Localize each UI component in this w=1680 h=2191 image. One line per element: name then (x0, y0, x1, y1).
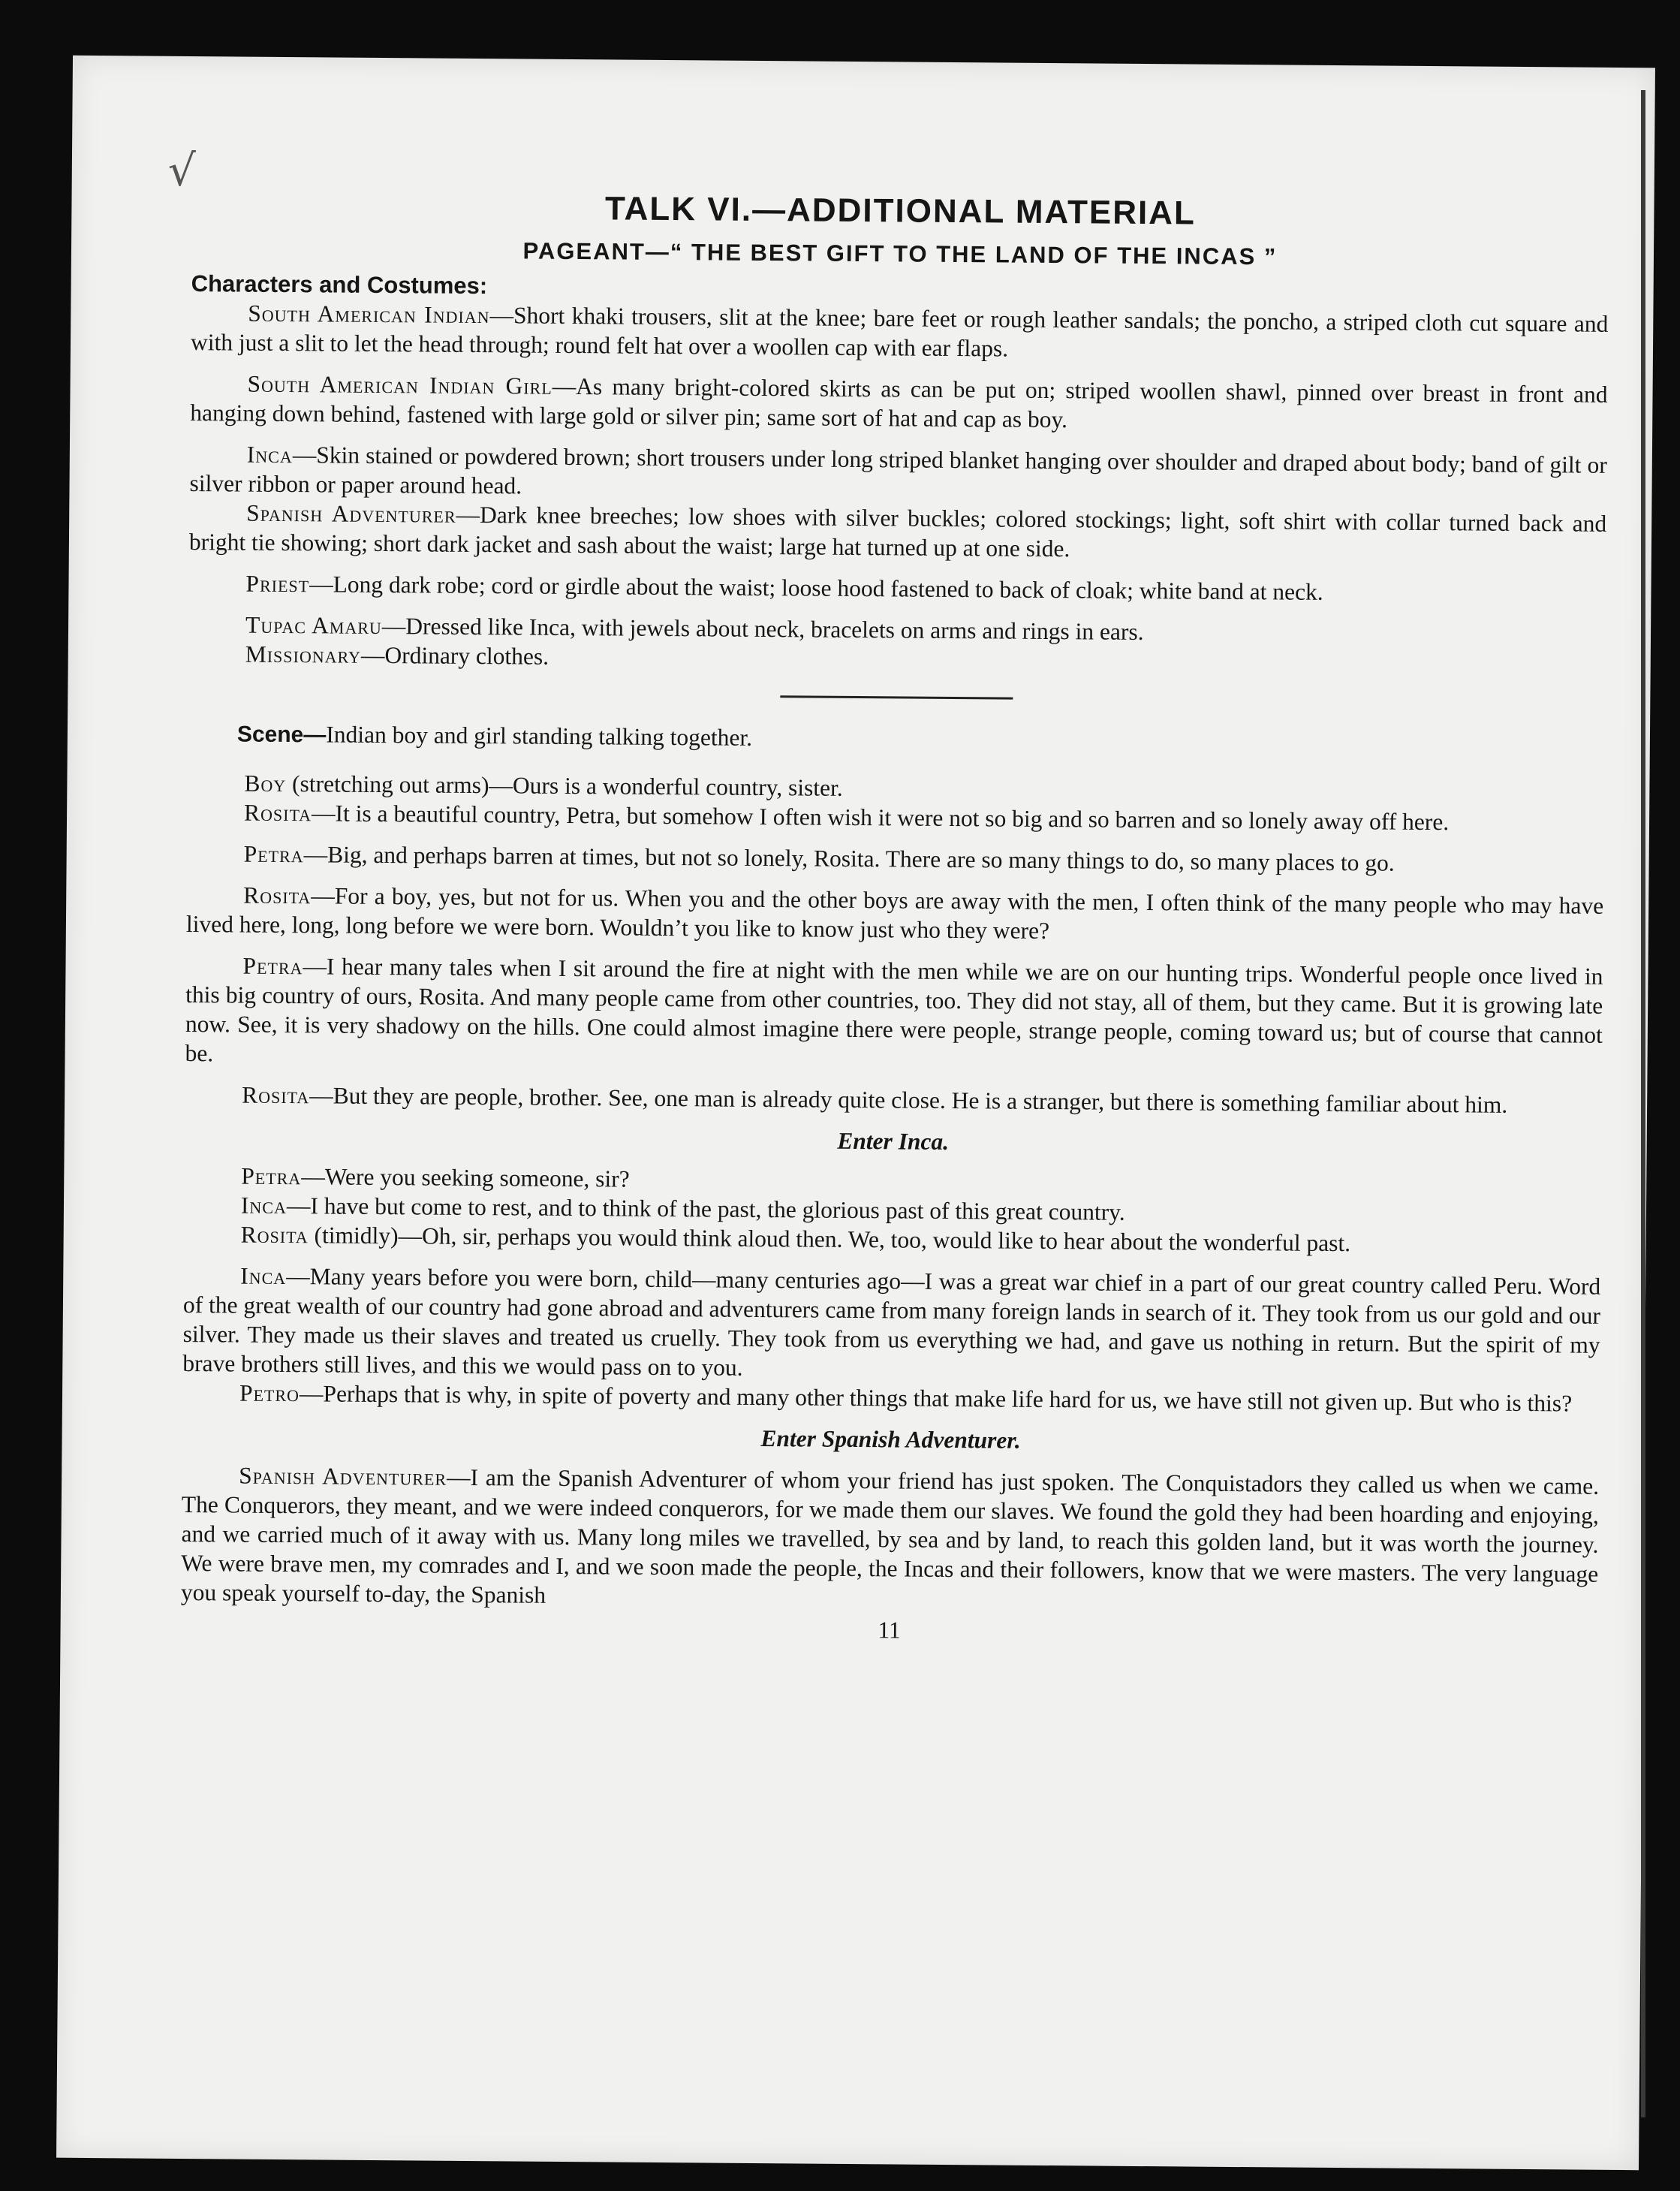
speaker-name: Petra (241, 1162, 302, 1190)
speaker-name: Petro (239, 1379, 300, 1407)
dialogue-line (185, 951, 1603, 1079)
dialogue-text: —But they are people, brother. See, one man is already quite close. He is a stranger, but there is something familiar about him. (309, 1082, 1508, 1118)
dialogue-line (187, 839, 1604, 879)
speaker-name: Rosita (243, 882, 312, 909)
speaker-name: Inca (240, 1192, 288, 1219)
character-costume: —Dark knee breeches; low shoes with silver buckles; colored stockings; light, soft shirt with collar turned back and bright tie showing; short dark jacket and sash about the waist; large hat turned up at one side. (188, 501, 1607, 562)
character-entry (191, 298, 1609, 368)
character-name: South American Indian Girl (247, 370, 552, 399)
speaker-name: Inca (240, 1262, 287, 1290)
scene-text: Indian boy and girl standing talking together. (326, 721, 753, 751)
page-title: TALK VI.—ADDITIONAL MATERIAL (604, 190, 1197, 232)
character-costume: —Ordinary clothes. (360, 641, 549, 670)
speaker-name: Spanish Adventurer (239, 1462, 447, 1490)
speaker-name: Rosita (240, 1221, 309, 1249)
dialogue-line (182, 1261, 1600, 1389)
dialogue-text: —I am the Spanish Adventurer of whom your friend has just spoken. The Conquistadors they called us when we came. The Conquerors, they meant, and we were indeed conquerors, for we made them our slaves. We found the gold they had been hoarding and enjoying, and we carried much of it away with us. Many long miles we travelled, by sea and by land, to reach this golden land, but it was worth the journey. We were brave men, my comrades and I, and we soon made the people, the Incas and their followers, know that we were masters. The very language you speak yourself to-day, the Spanish (180, 1463, 1600, 1608)
page-number: 11 (878, 1617, 901, 1644)
dialogue-line (181, 1460, 1599, 1618)
handwritten-checkmark: √ (167, 144, 197, 197)
stage-direction: Enter Inca. (837, 1127, 950, 1155)
character-entry (190, 369, 1608, 439)
dialogue-text: —Many years before you were born, child—many centuries ago—I was a great war chief in a part of our great country called Peru. Word of the great wealth of our country had gone abroad and adventurers came from many foreign lands in search of it. They took from us our gold and our silver. They made us their slaves and treated us cruelly. They took from us everything we had, and gave us nothing in return. But the spirit of my brave brothers still lives, and this we would pass on to you. (182, 1263, 1601, 1381)
character-entry (189, 498, 1607, 568)
page-body (180, 185, 1609, 1650)
character-entry (189, 439, 1607, 509)
section-divider (780, 695, 1013, 699)
character-name: Tupac Amaru (245, 611, 383, 640)
dialogue-text: —Perhaps that is why, in spite of poverty and many other things that make life hard for us, we have still not given up. But who is this? (299, 1380, 1573, 1417)
scene-direction (188, 719, 1605, 760)
document-page (56, 56, 1655, 2170)
scene-label: Scene— (236, 722, 327, 748)
characters-heading: Characters and Costumes: (191, 270, 488, 300)
dialogue-line (186, 880, 1604, 950)
character-entry (188, 568, 1606, 609)
speaker-name: Boy (244, 770, 287, 797)
speaker-name: Petra (243, 840, 304, 868)
dialogue-text: (timidly)—Oh, sir, perhaps you would think aloud then. We, too, would like to hear about the wonderful past. (308, 1222, 1351, 1257)
speaker-name: Rosita (243, 799, 312, 827)
character-costume: —Short khaki trousers, slit at the knee; bare feet or rough leather sandals; the poncho, a striped cloth cut square and with just a slit to let the head through; round felt hat over a woollen cap with ear flaps. (190, 302, 1609, 362)
character-name: Inca (246, 441, 293, 469)
character-name: South American Indian (248, 300, 490, 329)
dialogue-text: —Were you seeking someone, sir? (301, 1163, 630, 1192)
dialogue-text: (stretching out arms)—Ours is a wonderful country, sister. (286, 770, 843, 801)
character-name: Spanish Adventurer (246, 499, 456, 528)
character-name: Priest (245, 570, 310, 598)
characters-list (188, 298, 1609, 680)
page-subtitle: PAGEANT—“ THE BEST GIFT TO THE LAND OF THE INCAS ” (522, 237, 1278, 270)
speaker-name: Rosita (242, 1081, 310, 1109)
stage-direction: Enter Spanish Adventurer. (760, 1425, 1021, 1454)
character-name: Missionary (245, 640, 362, 668)
dialogue-text: —It is a beautiful country, Petra, but somehow I often wish it were not so big and so barren and so lonely away off here. (312, 800, 1450, 836)
character-costume: —As many bright-colored skirts as can be put on; striped woollen shawl, pinned over breast in front and hanging down behind, fastened with large gold or silver pin; same sort of hat and cap as boy. (190, 372, 1608, 433)
page-edge-shadow (1641, 90, 1645, 2117)
character-costume: —Skin stained or powdered brown; short trousers under long striped blanket hanging over shoulder and draped about body; band of gilt or silver ribbon or paper around head. (189, 442, 1607, 499)
character-costume: —Dressed like Inca, with jewels about neck, bracelets on arms and rings in ears. (381, 613, 1144, 645)
speaker-name: Petra (242, 952, 303, 980)
dialogue-text: —Big, and perhaps barren at times, but not so lonely, Rosita. There are so many things to do, so many places to go. (303, 841, 1395, 876)
character-costume: —Long dark robe; cord or girdle about the waist; loose hood fastened to back of cloak; white band at neck. (309, 571, 1323, 605)
dialogue-text: —I hear many tales when I sit around the fire at night with the men while we are on our hunting trips. Wonderful people once lived in this big country of ours, Rosita. And many people came from other countries, too. They did not stay, all of them, but they came. But it is growing late now. See, it is very shadowy on the hills. One could almost imagine there were people, strange people, coming toward us; but of course that cannot be. (185, 953, 1603, 1067)
dialogue-text: —For a boy, yes, but not for us. When you and the other boys are away with the men, I often think of the many people who may have lived here, long, long before we were born. Wouldn’t you like to know just who they were? (185, 882, 1604, 945)
dialogue-text: —I have but come to rest, and to think of the past, the glorious past of this great country. (286, 1192, 1125, 1225)
dialogue-line (185, 1080, 1602, 1120)
